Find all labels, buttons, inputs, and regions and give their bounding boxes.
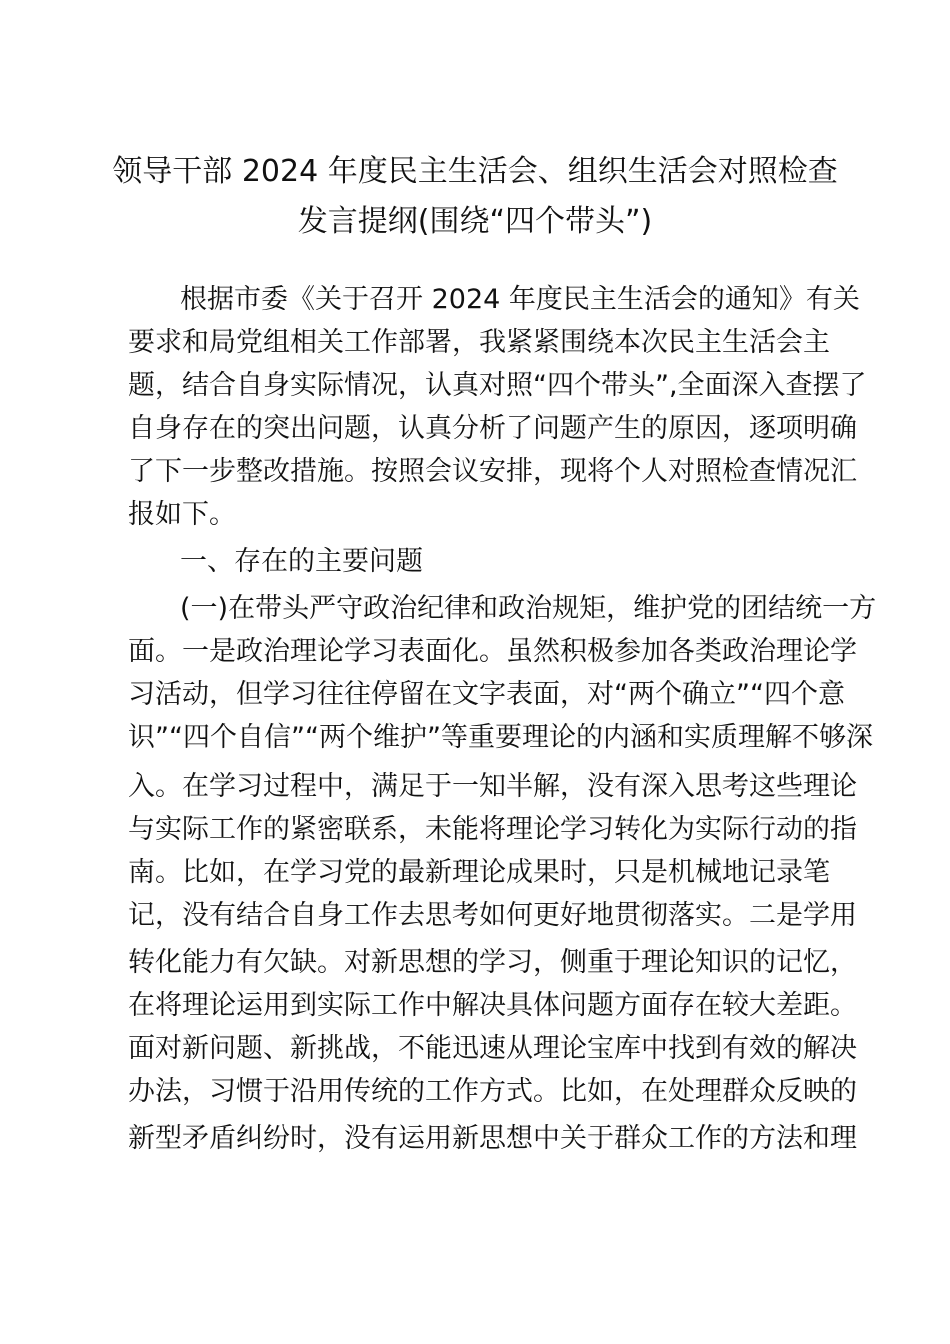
body-line: 记，没有结合自身工作去思考如何更好地贯彻落实。二是学用: [128, 900, 857, 931]
body-line: 新型矛盾纠纷时，没有运用新思想中关于群众工作的方法和理: [128, 1123, 857, 1154]
body-line: 面对新问题、新挑战，不能迅速从理论宝库中找到有效的解决: [128, 1033, 857, 1064]
body-line: 南。比如，在学习党的最新理论成果时，只是机械地记录笔: [128, 857, 830, 888]
body-line: 根据市委《关于召开 2024 年度民主生活会的通知》有关: [180, 284, 860, 315]
body-line: 了下一步整改措施。按照会议安排，现将个人对照检查情况汇: [128, 456, 857, 487]
body-line: (一)在带头严守政治纪律和政治规矩，维护党的团结统一方: [180, 593, 877, 624]
body-line: 自身存在的突出问题，认真分析了问题产生的原因，逐项明确: [128, 413, 857, 444]
body-line: 习活动，但学习往往停留在文字表面，对“两个确立”“四个意: [128, 679, 845, 710]
body-line: 题，结合自身实际情况，认真对照“四个带头”,全面深入查摆了: [128, 370, 867, 401]
body-line: 转化能力有欠缺。对新思想的学习，侧重于理论知识的记忆，: [128, 947, 857, 978]
body-line: 与实际工作的紧密联系，未能将理论学习转化为实际行动的指: [128, 814, 857, 845]
body-line: 报如下。: [128, 499, 236, 530]
document-title-line-1: 领导干部 2024 年度民主生活会、组织生活会对照检查: [112, 154, 838, 189]
body-line: 办法，习惯于沿用传统的工作方式。比如，在处理群众反映的: [128, 1076, 857, 1107]
body-line: 入。在学习过程中，满足于一知半解，没有深入思考这些理论: [128, 771, 857, 802]
body-line: 要求和局党组相关工作部署，我紧紧围绕本次民主生活会主: [128, 327, 830, 358]
body-line: 面。一是政治理论学习表面化。虽然积极参加各类政治理论学: [128, 636, 857, 667]
body-line: 识”“四个自信”“两个维护”等重要理论的内涵和实质理解不够深: [128, 722, 873, 753]
section-heading: 一、存在的主要问题: [180, 546, 423, 577]
body-line: 在将理论运用到实际工作中解决具体问题方面存在较大差距。: [128, 990, 857, 1021]
document-title-line-2: 发言提纲(围绕“四个带头”): [297, 204, 653, 239]
